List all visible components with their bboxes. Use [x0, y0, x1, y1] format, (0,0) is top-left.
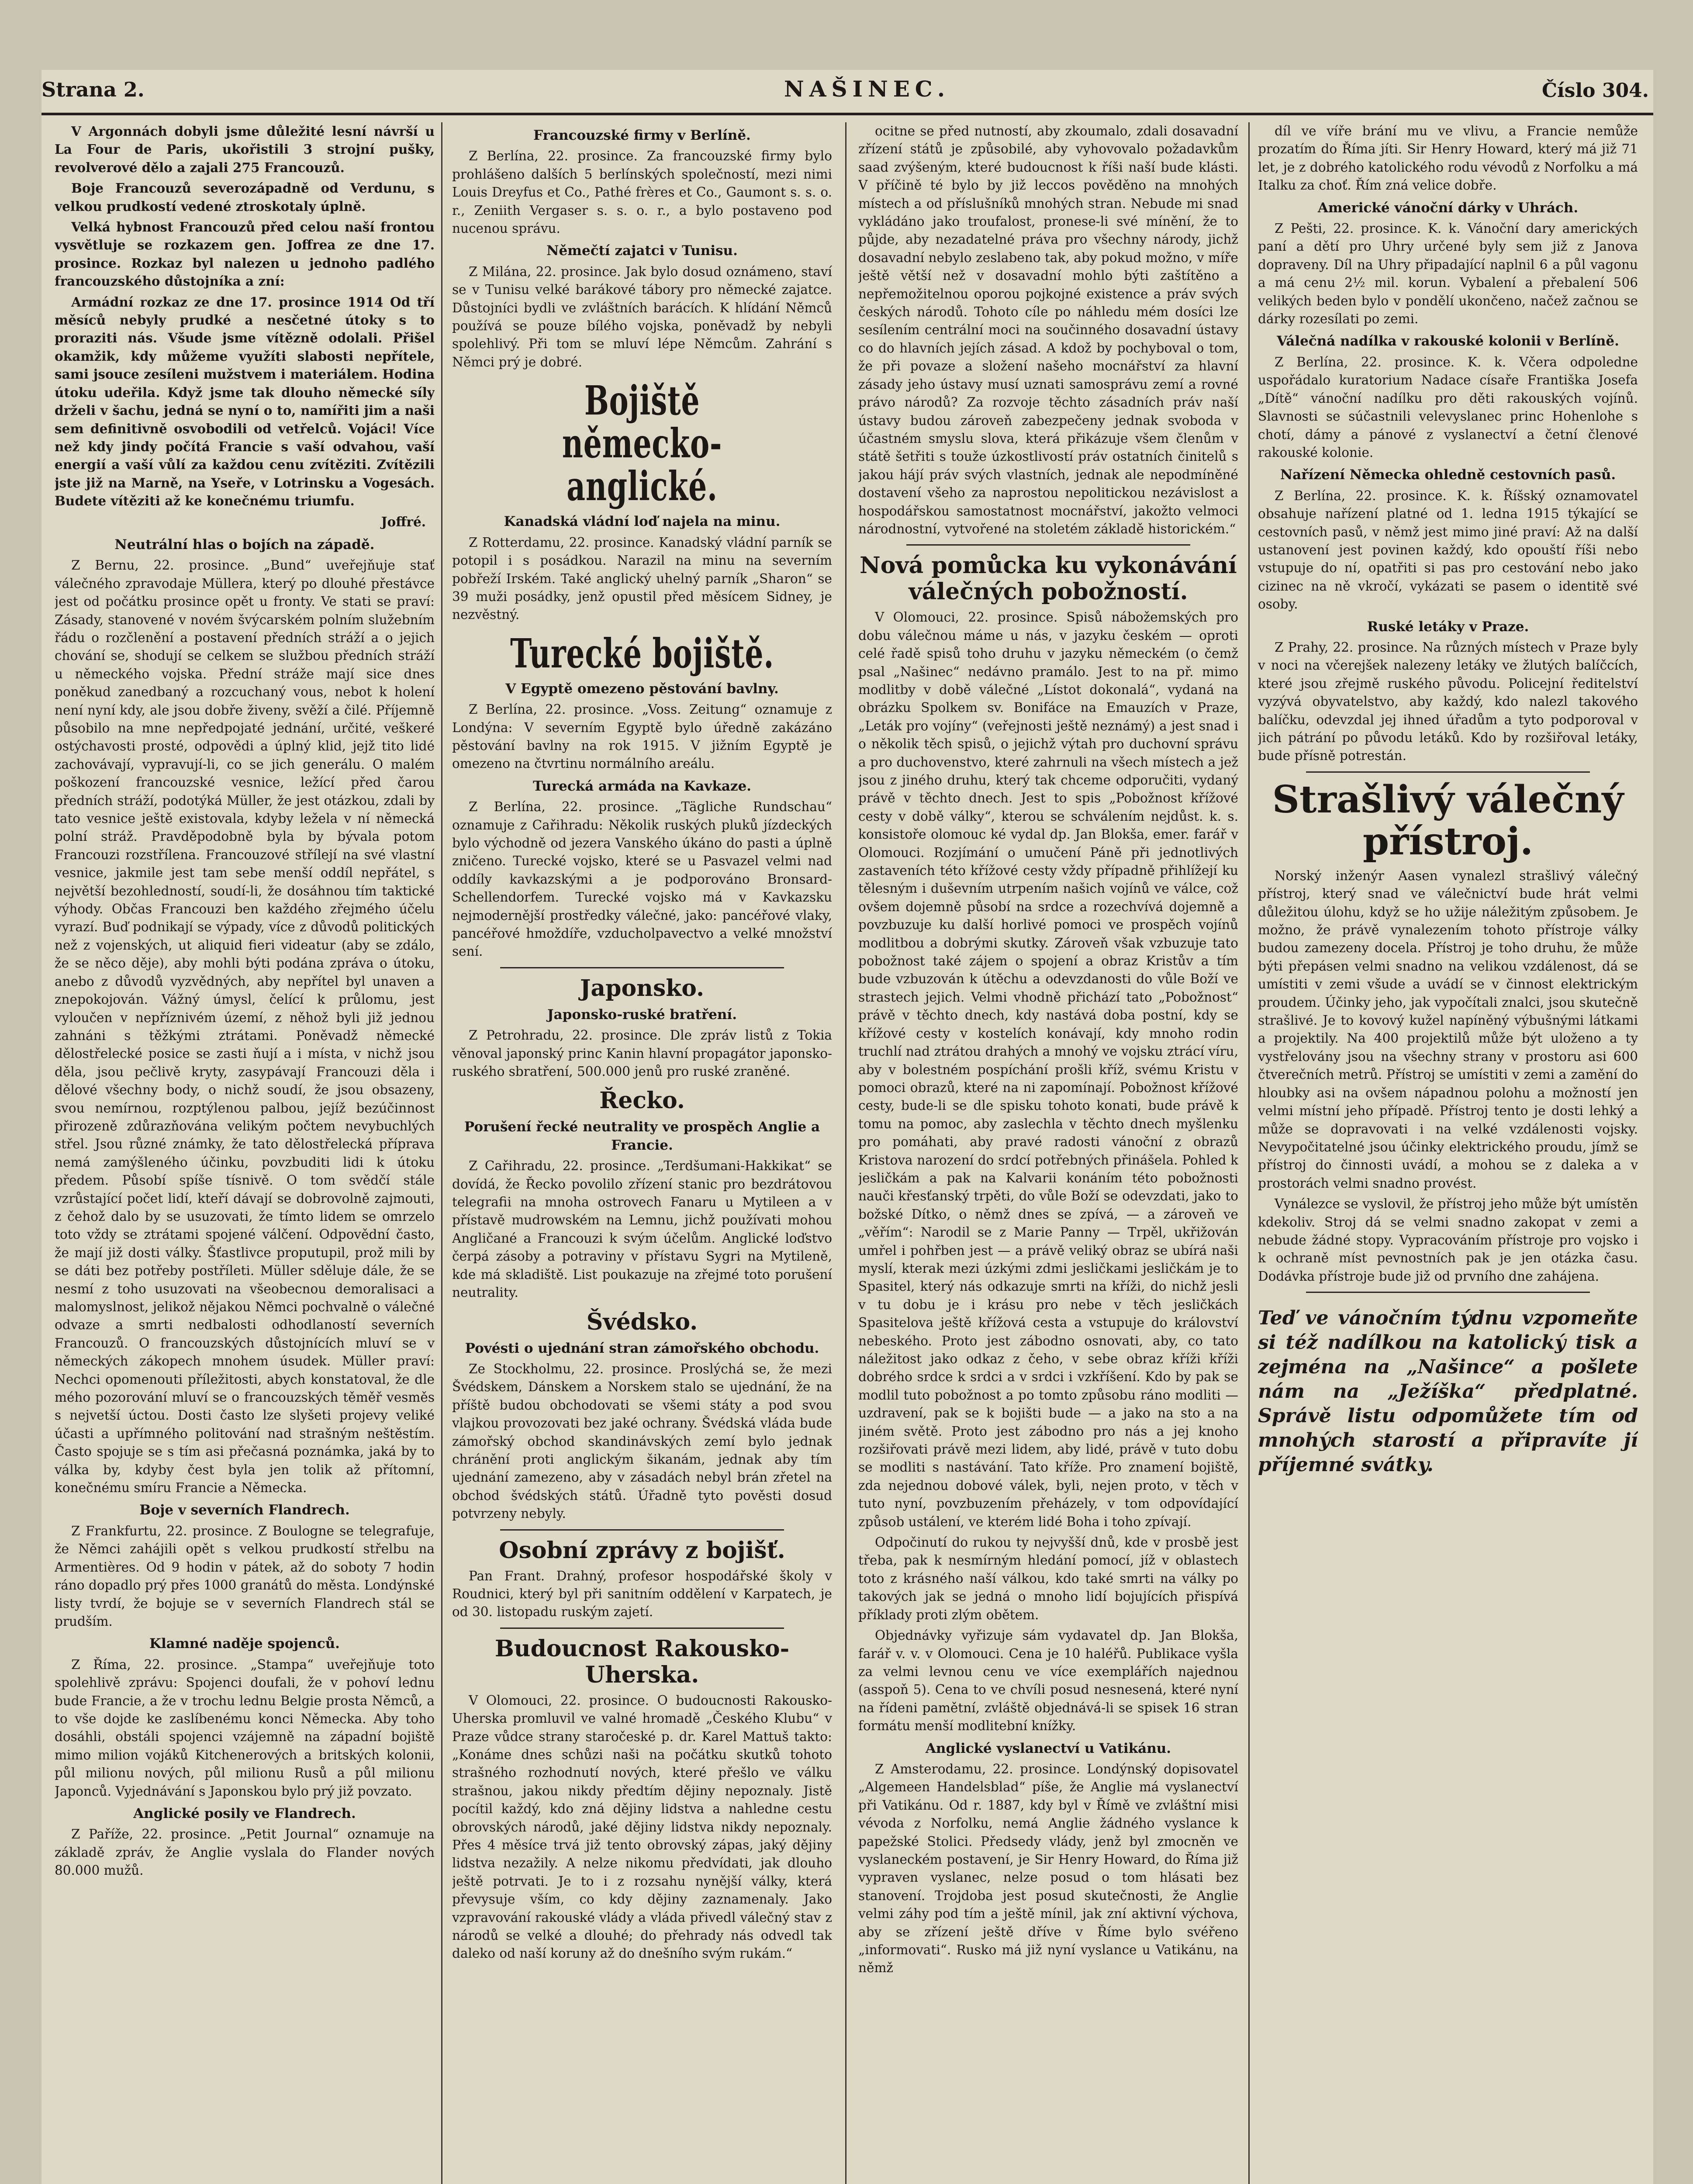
article-heading: Válečná nadílka v rakouské kolonii v Berlíně.	[1277, 333, 1619, 349]
masthead	[41, 70, 1653, 111]
article-text: Pan Frant. Drahný, profesor hospodářské školy v Roudnici, který byl při sanitním oddělení v Karpatech, je od 30. listopadu ruským zajetí.	[452, 1568, 832, 1620]
article-text: Z Berlína, 22. prosince. K. k. Včera odpoledne uspořádalo kuratorium Nadace císaře Františka Josefa „Dítě“ vánoční nadílku pro děti rakouských vojínů. Slavnosti se súčastnili velevyslanec princ Hohenlohe s chotí, dámy a pánové z vyslanectví a četní členové rakouské kolonie.	[1258, 354, 1638, 460]
article-heading: Francouzské firmy v Berlíně.	[533, 128, 751, 143]
article-text: Z Berlína, 22. prosince. „Voss. Zeitung“ oznamuje z Londýna: V severním Egyptě bylo úředně zakázáno pěstování bavlny na rok 1915. V jižním Egyptě je omezeno na čtvrtinu normálního areálu.	[452, 702, 832, 771]
section-heading-german-english: Bojiště německo-anglické.	[562, 377, 722, 510]
article-heading: V Egyptě omezeno pěstování bavlny.	[505, 681, 779, 697]
paper-name: NAŠINEC.	[784, 76, 950, 102]
article-text: Ze Stockholmu, 22. prosince. Proslýchá se, že mezi Švédskem, Dánskem a Norskem stalo se ujednání, že na příště budou obchodovati se všemi státy a pod svou vlajkou provozovati bez jaké ochrany. Švédská vláda bude zámořský obchod skandinávských zemí bylo jednak chránění proti anglickým šikanám, jednak aby tím ujednání zamezeno, aby v zásadách nebyl brán zřetel na obchod švédských států. Úřadně tyto pověsti dosud potvrzeny nebyly.	[452, 1361, 832, 1521]
article-text: Z Říma, 22. prosince. „Stampa“ uveřejňuje toto spolehlivě zprávu: Spojenci doufali, že v pohoví lednu bude Francie, a že v trochu lednu Belgie prosta Němců, a to vše dojde ke zaslíbenému konci Německa. Aby toho dosáhli, obstáli spojenci vzájemně na západní bojiště mimo milion vojáků Kitchenerových a britských kolonii, půl milionu nových, půl milionu Rusů a půl milionu Japonců. Vyjednávání s Japonskou bylo prý již povzato.	[55, 1657, 435, 1799]
column-1	[55, 122, 435, 2184]
article-heading: Kanadská vládní loď najela na minu.	[504, 514, 781, 530]
section-heading-sweden: Švédsko.	[586, 1308, 698, 1335]
paragraph: Boje Francouzů severozápadně od Verdunu, s velkou prudkostí vedené ztroskotaly úplně.	[55, 180, 435, 214]
article-text: Z Rotterdamu, 22. prosince. Kanadský vládní parník se potopil i s posádkou. Narazil na minu na severním pobřeží Irském. Také anglický uhelný parník „Sharon“ se 39 muži posádky, jenž opustil před měsícem Sidney, je nezvěstný.	[452, 535, 832, 622]
paragraph: Velká hybnost Francouzů před celou naší frontou vysvětluje se rozkazem gen. Joffrea ze dne 17. prosince. Rozkaz byl nalezen u jednoho padlého francouzského důstojníka a zní:	[55, 219, 435, 289]
article-text: Z Amsterodamu, 22. prosince. Londýnský dopisovatel „Algemeen Handelsblad“ píše, že Anglie má vyslanectví při Vatikánu. Od r. 1887, kdy byl v Římě ve zvláštní misi vévoda z Norfolku, nemá Anglie žádného vyslance k papežské Stolici. Předsedy vlády, jenž byl zmocněn ve vyslaneckém postavení, je Sir Henry Howard, do Říma již vypraven vyslanec, nelze posud o tom hlásati bez stanovení. Trojdoba jest posud skutečnosti, že Anglie velmi záhy pod tím a ještě mínil, jak zní aktivní výchova, aby se zřízení ještě dříve v Říme bylo svéřeno „informovati“. Rusko má již nyní vyslance u Vatikánu, na němž	[858, 1761, 1238, 1976]
section-heading-japan: Japonsko.	[580, 975, 705, 1002]
page-label: Strana 2.	[41, 78, 145, 101]
lead-paragraph: V Argonnách dobyli jsme důležité lesní návrší u La Four de Paris, ukořistili 3 strojní pušky, revolverové dělo a zajali 275 Francouzů.	[55, 124, 435, 175]
article-text: Z Milána, 22. prosince. Jak bylo dosud oznámeno, staví se v Tunisu velké barákové tábory pro německé zajatce. Důstojníci bydli ve zvláštních barácích. K hlídání Němců používá se pouze bílého vojska, poněvadž by nebyli spolehlivý. Při tom se mluví lépe Němcům. Zahrání s Němci prý je dobré.	[452, 264, 832, 370]
section-heading-weapon: Strašlivý válečný přístroj.	[1272, 777, 1624, 864]
article-text: V Olomouci, 22. prosince. O budoucnosti Rakousko-Uherska promluvil ve valné hromadě „Českého Klubu“ v Praze vůdce strany staročeské p. dr. Karel Mattuš takto: „Konáme dnes schůzi naši na počátku skutků tohoto strašného rozhodnutí nových, které přešlo ve válku strašnou, jakou nikdy předtím dějiny nepoznaly. Jistě pocítil každý, kdo zná dějiny lidstva a nahledne cestu obrovských národů, jaké dějiny lidstva nikdy nepoznaly. Přes 4 měsíce trvá již tento obrovský zápas, jaký dějiny lidstva nezažily. A nelze nikomu předvídati, jak dlouho ještě potrvati. Je to i z rozsahu nynější války, která převysuje vším, co kdy dějiny zaznamenaly. Jako vzpravování rakouské vlády a vláda přivedl válečný stav z národů se velké a dlouhé; do přehrady nás odvedl tak daleko od naší koruny až do dnešního svým rukám.“	[452, 1693, 832, 1961]
army-order: Armádní rozkaz ze dne 17. prosince 1914 Od tří měsíců nebyly prudké a nesčetné útoky s to proraziti nás. Všude jsme vítězně odolali. Přišel okamžik, kdy můžeme využíti slabosti nepřítele, sami jsouce zesíleni mužstvem i materiálem. Hodina útoku udeřila. Když jsme tak dlouho německé síly drželi v šachu, jedná se nyní o to, namířiti jim a naši sem definitivně osvobodili od vetřelců. Vojáci! Více než kdy jindy počítá Francie s vaší odvahou, vaší energií a vaší vůlí za každou cenu zvítěziti. Zvítězili jste již na Marně, na Yseře, v Lotrinsku a Vogesách. Budete vítěziti až ke konečnému triumfu.	[55, 294, 435, 509]
article-text: ocitne se před nutností, aby zkoumalo, zdali dosavadní zřízení států je způsobilé, aby vyhovovalo požadavkům saad zvýšeným, které budoucnost k říši naší bude klásti. V příčině té bylo by již leccos pověděno na mnohých místech a od příslušníků mnohých stran. Nebude mi snad vykládáno jako troufalost, pronese-li své mínění, že to půjde, aby nezadatelné práva pro všechny národy, jichž dosavadní nebylo zeslabeno tak, aby pokud možno, v míře ještě větší než v dosavadní mohlo býti zaštítěno a nepřemožitelnou oporou pojkojné existence a práv svých českých národů. Tohoto cíle po náhledu mém dosíci lze sesílením centrální moci na součinného dosavadní ústavy co do hlavních jejích zásad. A kdož by pochyboval o tom, že při povaze a složení našeho mocnářství za hlavní zásady jeho ústavy musí uznati samosprávu zemí a rovné právo národů? Za rozvoje těchto zásadních práv naší ústavy budou zároveň zabezpečeny jednak svoboda v účastném smyslu slova, která přikázuje všem členům v státě šetřiti s touže úzkostlivostí práv ostatních činitelů s jakou hájí práv svých vlastních, jednak ale nepodmíněné dostavení všeho za naprostou nepolitickou nezávislost a hospodářskou samostatnost mocnářství, jakožto velmoci národnostní, vytvořené na stoletém základě historickém.“	[858, 124, 1238, 536]
article-heading: Turecká armáda na Kavkaze.	[532, 778, 752, 794]
signature: Joffré.	[381, 514, 426, 529]
column-3	[858, 122, 1238, 2184]
column-4	[1258, 122, 1638, 2184]
article-heading: Porušení řecké neutrality ve prospěch Anglie a Francie.	[464, 1119, 820, 1153]
column-divider	[1248, 122, 1250, 2184]
subscription-notice: Teď ve vánočním týdnu vzpomeňte si též nadílkou na katolický tisk a zejména na „Našince“ a pošlete nám na „Ježíška“ předplatné. Správě listu odpomůžete tím od mnohých starostí a připravíte jí příjemné svátky.	[1258, 1307, 1638, 1476]
article-heading: Klamné naděje spojenců.	[149, 1636, 340, 1652]
article-text: Z Prahy, 22. prosince. Na různých místech v Praze byly v noci na včerejšek nalezeny letáky ve žlutých balíčcích, které jsou zřejmě ruského původu. Policejní ředitelství vyzývá obyvatelstvo, aby každý, kdo nalezl takového balíčku, odevzdal jej ihned úřadům a tyto podporoval v jich pátrání po původu letáků. Kdo by rozšiřoval letáky, bude přísně potrestán.	[1258, 639, 1638, 764]
article-text: Vynálezce se vyslovil, že přístroj jeho může být umístěn kdekoliv. Stroj dá se velmi snadno zakopat v zemi a nebude žádné stopy. Vypracováním přístroje pro vojsko i k ochraně míst pevnostních pak je jen otázka času. Dodávka přístroje bude již od prvního dne zahájena.	[1258, 1196, 1638, 1284]
issue-label: Číslo 304.	[1541, 79, 1649, 102]
article-text: díl ve víře brání mu ve vlivu, a Francie nemůže prozatím do Říma jíti. Sir Henry Howard, který má již 71 let, je z dobrého katolického rodu vévodů z Norfolku a má Italku za choť. Řím zná velice dobře.	[1258, 124, 1638, 193]
article-text: Objednávky vyřizuje sám vydavatel dp. Jan Blokša, farář v. v. v Olomouci. Cena je 10 haléřů. Publikace vyšla za velmi levnou cenu ve více exemplářích najednou (asspoň 5). Cena to ve chvíli posud nesnesená, které nyní na řídeni pamětní, zvláště objednává-li se spisek 16 stran formátu menší modlitební knížky.	[858, 1628, 1238, 1734]
article-text: Z Berlína, 22. prosince. „Tägliche Rundschau“ oznamuje z Cařihradu: Několik ruských pluků jízdeckých bylo východně od jezera Vanského úkáno do pasti a úplně zničeno. Turecké vojsko, které se u Pasvazel velmi nad oddíly kavkazskými a je podporováno Bronsard-Schellendorfem. Turecké vojsko má v Kavkazsku nejmodernější prostředky válečné, jako: pancéřové vlaky, pancéřové hmoždíře, vzducholpavectvo a velké množství sení.	[452, 799, 832, 959]
article-heading: Japonsko-ruské bratření.	[547, 1006, 737, 1023]
masthead-rule	[41, 113, 1653, 115]
column-divider	[845, 122, 846, 2184]
divider	[500, 1628, 784, 1629]
article-heading: Americké vánoční dárky v Uhrách.	[1317, 200, 1579, 216]
article-text: Z Bernu, 22. prosince. „Bund“ uveřejňuje stať válečného zpravodaje Müllera, který po dlouhé přestávce jest od počátku prosince opět u fronty. Ve stati se praví: Zásady, stanovené v novém švýcarském polním služebním řádu o rozčlenění a postavení předních stráží a o jejich chování se, shodují se celkem se službou předních stráží u německého vojska. Přední stráže mají sice dnes poněkud zanedbaný a rozcuchaný vous, nebot k holení není nyní kdy, ale jsou dobře živeny, svěží a čilé. Příjemně působilo na mne nepředpojaté jednání, určité, veškeré ostýchavosti prosté, odpovědi a úplný klid, jejž tito lidé zachovávají, vypravují-li, co se jich generálu. O malém poškození francouzské vesnice, ležící před čarou předních stráží, podotýká Müller, že jest otázkou, zdali by tato vesnice ještě existovala, kdyby ležela v ní německá polní stráž. Pravděpodobně byla by bývala potom Francouzi rozstřílena. Francouzové střílejí na své vlastní vesnice, jakmile jest tam sebe menší oddíl nepřátel, s největší bezohledností, soudí-li, že dosáhnou tím taktické výhody. Občas Francouzi ben každého zřejmého účelu vyrazí. Buď podnikají se výpady, více z důvodů politických než z vojenských, ut aliquid fieri videatur (aby se zdálo, že se něco děje), aby mohli býti podána zpráva o útoku, anebo z důvodů vyzvědných, aby nepřítel byl unaven a znepokojován. Vážný úmysl, čelící k průlomu, jest vyloučen v nepříznivém území, z něhož byli již jednou zahnáni s těžkými ztrátami. Poněvadž německé dělostřelecké posice se zasti ňují a i místa, v nichž jsou děla, jsou pečlivě kryty, zasypávají Francouzi děla i dělové všechny body, o nichž soudí, že jsou obsazeny, svou nemírnou, rozptýlenou palbou, jejíž bezúčinnost přirozeně zdůrazňována velikým počtem nevybuchlých střel. Jsou různé známky, že tato dělostřelecká příprava nemá zamýšleného účinku, povzbuditi lidi k útoku předem. Působí spíše tísnivě. O tom svědčí stále vzrůstající počet lidí, kteří dávají se dobrovolně zajmouti, z čehož dalo by se usuzovati, že tímto lidem se omrzelo toto vždy se ztrátami spojené válčení. Odpovědní často, že mají již dosti války. Šťastlivce proputupil, prož mili by se dáti bez potřeby postříleti. Müller sděluje dále, že se nesmí z toho usuzovati na všeobecnou demoralisaci a malomyslnost, jelikož nějakou Němci pochvalně o válečné odvaze a smrti nedbalosti odhodlaností severních Francouzů. O francouzských důstojnících mluví se v německých zákopech mnohem úsudek. Müller praví: Nechci opomenouti příležitosti, abych konstatoval, že dle mého pozorování mluví se o francouzských těměř vesměs s nejvetší úctou. Dosti často lze slyšeti projevy veliké účasti a upřímného politování nad strašným neštěstím. Často spojuje se s tím asi přečasná poznámka, jaká by to válka by, kdyby čest byla jen tolik až přítomní, konečnému smíru Francie a Německa.	[55, 558, 435, 1496]
column-2	[452, 122, 832, 2184]
divider	[906, 544, 1190, 546]
article-heading: Nařízení Německa ohledně cestovních pasů.	[1280, 467, 1616, 483]
section-heading-personal: Osobní zprávy z bojišť.	[499, 1537, 785, 1564]
article-text: Odpočinutí do rukou ty nejvyšší dnů, kde v prosbě jest třeba, pak k nesmírným hledání pomocí, jíž v oblastech toto z krásného naší válkou, kdo také smrti na války po takových jak se jedná o mnoho lidí bojujících přispívá příklady proti zlým obětem.	[858, 1535, 1238, 1622]
article-heading: Povésti o ujednání stran zámořského obchodu.	[465, 1340, 819, 1356]
divider	[500, 1529, 784, 1531]
section-heading-greece: Řecko.	[599, 1087, 685, 1114]
section-heading-future: Budoucnost Rakousko-Uherska.	[494, 1635, 790, 1688]
divider	[500, 967, 784, 968]
divider	[1306, 771, 1590, 773]
section-heading-devotion: Nová pomůcka ku vykonávání válečných pobožností.	[860, 552, 1237, 605]
article-text: V Olomouci, 22. prosince. Spisů nábožemských pro dobu válečnou máme u nás, v jazyku českém — oproti celé řadě spisů toho druhu v jazyku německém (o čemž psal „Našinec“ nedávno pramálo. Jest to na př. mimo modlitby v době válečné „Lístot dokonalá“, vydaná na obrázku Spolkem sv. Bonifáce na Emauzích v Praze, „Leták pro vojíny“ (veřejnosti ještě neznámý) a jest snad i o několik těch spisů, o jejichž výtah pro duchovní správu a pro duchovenstvo, které zahrnuli na všech místech a jež jsou z jiného druhu, který tak chceme odporučiti, vydaný právě v těchto dnech. Jest to spis „Pobožnost křížové cesty v době války“, kterou se schválením nejdůst. k. s. konsistoře olomouc ké vydal dp. Jan Blokša, emer. farář v Olomouci. Rozjímání o umučení Páně při jednotlivých zastaveních této křížové cesty vždy případně přihlížejí ku tělesným i duševním utrpením našich vojínů ve válce, což ovšem dojemně působí na srdce a rozechvívá dojemně a povzbuzuje ku další horlivé pomoci ve prospěch vojínů modlitbou a dobrými skutky. Zároveň však vzbuzuje tato pobožnost také zájem o spojení a obraz Kristův a tím bude vzbuzován k útěchu a odevzdanosti do vůle Boží ve strastech jejich. Velmi vhodně přichází tato „Pobožnost“ právě v těchto dnech, kdy nastává doba postní, kdy se křížové cesty v kostelích konávají, kdy mnoho rodin truchlí nad ztrátou drahých a mnohý ve vojsku ztrácí víru, aby v bolestném pospíchání prošli kříž, svému Kristu v pomoci obrazů, které na ni zapomínají. Pobožnost křížové cesty, bude-li se dle spisku tohoto konati, bude právě k tomu na pomoc, aby zaslechla v těchto dnech myšlenku pro pomáhati, aby pravé radosti vánoční z obrazů Kristova narození do srdcí potřebných přinášela. Pohled k jesličkám a pak na Kalvarii konáním této pobožnosti nauči křesťanský trpěti, do vůle Boží se odevzdati, jako to božské Dítko, o němž dnes se zpívá, — a zároveň ve „věřím“: Narodil se z Marie Panny — Trpěl, ukřižován umřel i pohřben jest — a právě veliký obraz se ubírá naši myslí, kterak mezi úzkými zdmi jesličkami jesličkám je to Spasitel, který nás odkazuje smrti na kříži, do nichž jesli v tu dobu je i krásu pro nebe v těch jesličkách Spasitelova ještě křížová cesta a vstupuje do království nebeského. Proto jest zábodno osnovati, aby, co tato náležitost jako odkaz z čeho, v sebe obraz kříži kříži dobrého srdce k srdci a v srdci i vzkříšení. Kdo by pak se modlil tuto pobožnost a po tomto způsobu ráno modliti — uzdravení, pak se k bojišti bude — a jako na sto a na jiném světě. Proto jest zábodno pro nás a jej knoho rozšiřovati právě mezi lidem, aby lidé, právě v tuto dobu se modliti s nastávání. Tato kříže. Pro znamení bojiště, zda nejednou dobové válek, byli, nejen proto, v těch v tuto nyní, povzbuzením přeházely, v tom odpovídající způsob ustálení, ve kterém lidé Boha i toho zpívají.	[858, 610, 1238, 1529]
article-heading: Němečtí zajatci v Tunisu.	[546, 243, 738, 259]
article-text: Z Cařihradu, 22. prosince. „Terdšumani-Hakkikat“ se dovídá, že Řecko povolilo zřízení stanic pro bezdrátovou telegrafii na mnoha ostrovech Fanaru u Mytileen a v přístavě mudrowském na Lemnu, jichž používati mohou Angličané a Francouzi k svým účelům. Anglické loďstvo čerpá zásoby a potraviny v přístavu Sygri na Mytileně, kde má skladiště. List poukazuje na zřejmé toto porušení neutrality.	[452, 1158, 832, 1300]
article-text: Norský inženýr Aasen vynalezl strašlivý válečný přístroj, který snad ve válečnictví bude hrát velmi důležitou úlohu, když se ho užije náležitým způsobem. Je možno, že právě vynalezením tohoto přístroje války budou zamezeny docela. Přístroj je toho druhu, že může býti přepásen velmi snadno na velikou vzdálenost, dá se umístiti v zemi všude a uvádí se v činnost elektrickým proudem. Účinky jeho, jak vypočítali znalci, jsou skutečně strašlivé. Je to kovový kužel napíněný výbušnými látkami a projektily. Na 400 projektilů může být uloženo a ty vystřelovány jsou na všechny strany v prostoru asi 600 čtverečních metrů. Přístroj se umístiti v zemi a zamění do hloubky asi na ovšem nápadnou polohu a možností jen velmi místní jeho případě. Přístroj tento je dosti lehký a může se dopravovati i na velké vzdálenosti vojsky. Nevypočitatelné jsou účinky elektrického proudu, jímž se přístroj do činnosti uvádí, a mohou se z daleka a v prostorách velmi snadno provést.	[1258, 868, 1638, 1191]
article-text: Z Paříže, 22. prosince. „Petit Journal“ oznamuje na základě zpráv, že Anglie vyslala do Flander nových 80.000 mužů.	[55, 1827, 435, 1878]
section-heading-turkish: Turecké bojiště.	[510, 629, 774, 677]
article-text: Z Frankfurtu, 22. prosince. Z Boulogne se telegrafuje, že Němci zahájili opět s velkou prudkostí střelbu na Armentières. Od 9 hodin v pátek, až do soboty 7 hodin ráno dopadlo prý přes 1000 granátů do města. Londýnské listy tvrdí, že bojuje se v severních Flandrech stál se prudším.	[55, 1523, 435, 1629]
article-heading: Ruské letáky v Praze.	[1367, 619, 1529, 635]
divider	[1306, 1292, 1590, 1293]
article-heading: Anglické vyslanectví u Vatikánu.	[925, 1740, 1171, 1756]
article-heading: Neutrální hlas o bojích na západě.	[114, 536, 375, 553]
article-text: Z Berlína, 22. prosince. Za francouzské firmy bylo prohlášeno dalších 5 berlínských společností, mezi nimi Louis Dreyfus et Co., Pathé frères et Co., Gaumont s. s. o. r., Zeniith Vergaser s. s. o. r., a bylo postaveno pod nucenou správu.	[452, 149, 832, 236]
article-heading: Anglické posily ve Flandrech.	[133, 1805, 356, 1821]
article-text: Z Berlína, 22. prosince. K. k. Říšský oznamovatel obsahuje nařízení platné od 1. ledna 1915 týkající se cestovních pasů, v němž jest mimo jiné praví: Až na další ustanovení jest povinen každý, kdo opouští říši nebo vstupuje do ní, opatřiti si pas pro cestování nebo jako cizinec na ně vkročí, vykázati se pasem o identitě své osoby.	[1258, 488, 1638, 612]
article-heading: Boje v severních Flandrech.	[139, 1502, 350, 1518]
article-text: Z Pešti, 22. prosince. K. k. Vánoční dary amerických paní a dětí pro Uhry určené byly sem již z Janova dopraveny. Díl na Uhry připadající naplnil 6 a půl vagonu a má cenu 2½ mil. korun. Vybalení a přebalení 506 velikých beden bylo v pondělí ukončeno, načež začnou se dárky rozesílati po zemi.	[1258, 221, 1638, 327]
column-divider	[441, 122, 442, 2184]
article-text: Z Petrohradu, 22. prosince. Dle zpráv listů z Tokia věnoval japonský princ Kanin hlavní propagátor japonsko-ruského sbratření, 500.000 jenů pro ruské zraněné.	[452, 1028, 832, 1079]
